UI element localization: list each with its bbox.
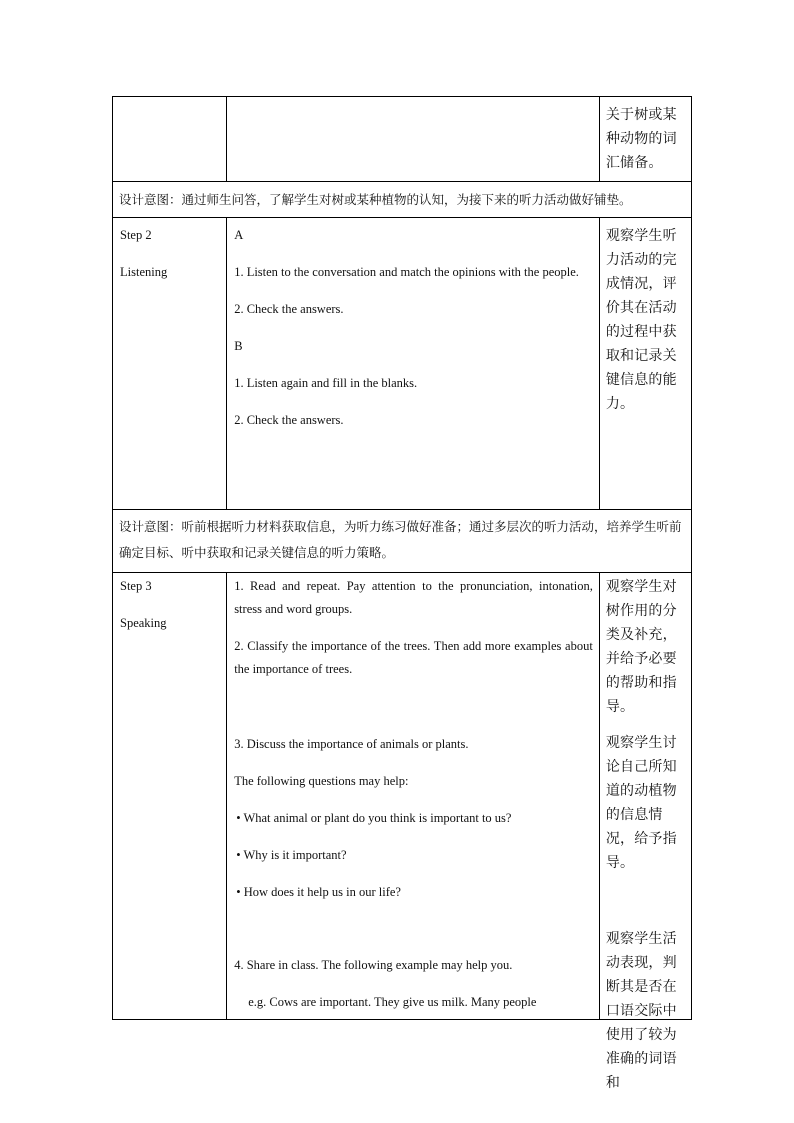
design-intent-text: 设计意图：通过师生问答，了解学生对树或某种植物的认知，为接下来的听力活动做好铺垫。 — [119, 192, 632, 207]
design-intent-cell — [113, 182, 692, 218]
table-row — [113, 510, 692, 573]
assessment-cell — [599, 97, 691, 182]
activity-cell — [227, 218, 600, 510]
activity-cell — [227, 573, 600, 1020]
table-row — [113, 182, 692, 218]
assessment-cell — [599, 218, 691, 510]
lesson-plan-table — [112, 96, 692, 1091]
assessment-note: 观察学生讨论自己所知道的动植物的信息情况，给予指导。 — [605, 735, 677, 871]
step-cell — [113, 97, 227, 182]
step-stage: Speaking — [120, 616, 167, 630]
activity-item: The following questions may help: — [234, 774, 409, 788]
activity-item: 2. Check the answers. — [234, 302, 344, 316]
example-text: e.g. Cows are important. They give us milk. Many people — [248, 995, 537, 1009]
design-intent-cell — [113, 510, 692, 573]
activity-item: 3. Discuss the importance of animals or plants. — [234, 737, 469, 751]
assessment-note: 观察学生活动表现，判断其是否在口语交际中使用了较为准确的词语和 — [605, 931, 677, 1091]
question-item: • How does it help us in our life? — [236, 885, 401, 899]
question-item: • What animal or plant do you think is important to us? — [236, 811, 512, 825]
activity-item: 1. Listen to the conversation and match the opinions with the people. — [234, 265, 579, 279]
step-number: Step 3 — [120, 579, 152, 593]
step-cell — [113, 573, 227, 1020]
step-cell — [113, 218, 227, 510]
table-row — [113, 218, 692, 510]
activity-item: 4. Share in class. The following example may help you. — [234, 958, 513, 972]
activity-item: 1. Listen again and fill in the blanks. — [234, 376, 418, 390]
design-intent-text: 设计意图：听前根据听力材料获取信息，为听力练习做好准备；通过多层次的听力活动，培养学生听前确定目标、听中获取和记录关键信息的听力策略。 — [119, 519, 682, 560]
part-label: B — [234, 339, 243, 353]
assessment-note: 关于树或某种动物的词汇储备。 — [605, 107, 677, 171]
assessment-note: 观察学生对树作用的分类及补充，并给予必要的帮助和指导。 — [605, 579, 677, 715]
part-label: A — [234, 228, 244, 242]
table-row — [113, 573, 692, 1020]
step-number: Step 2 — [120, 228, 152, 242]
assessment-note: 观察学生听力活动的完成情况，评价其在活动的过程中获取和记录关键信息的能力。 — [605, 228, 677, 412]
activity-cell — [227, 97, 600, 182]
activity-item: 2. Classify the importance of the trees. Then add more examples about the importance of trees. — [234, 639, 593, 676]
activity-item: 1. Read and repeat. Pay attention to the pronunciation, intonation, stress and word groups. — [234, 579, 593, 616]
table-row — [113, 97, 692, 182]
step-stage: Listening — [120, 265, 168, 279]
assessment-cell — [599, 573, 691, 1091]
question-item: • Why is it important? — [236, 848, 347, 862]
activity-item: 2. Check the answers. — [234, 413, 344, 427]
